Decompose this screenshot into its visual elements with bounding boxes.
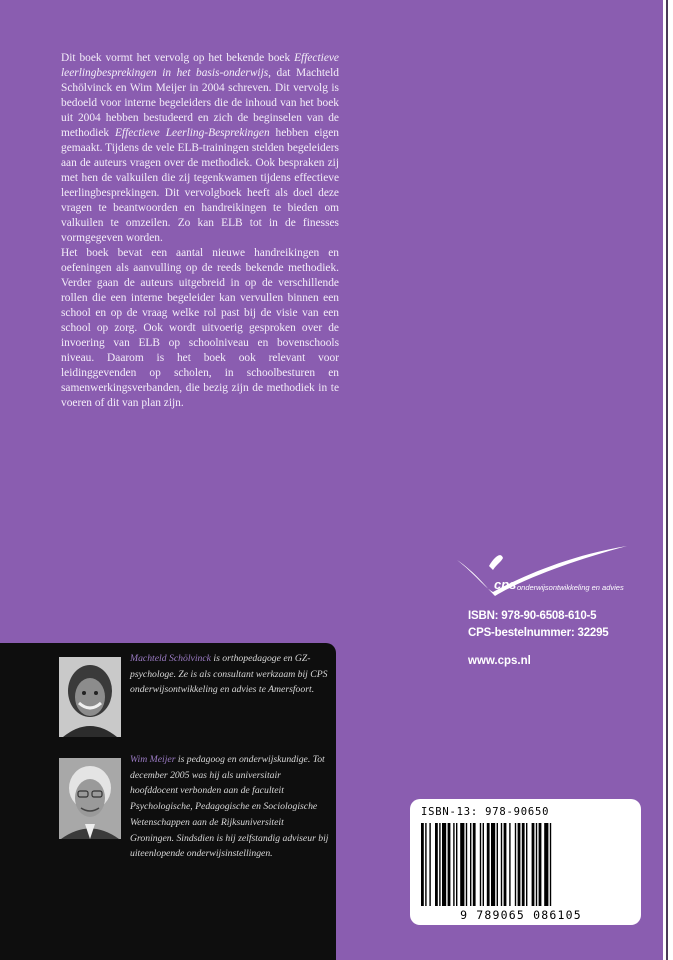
author-bio-text: is pedagoog en onderwijskundige. Tot december 2005 was hij als universitair hoofddocent verbonden aan de faculteit Psychologische, Pedagogische en Sociologische Wetenschappen aan de Rijksuniversiteit Groningen. Sindsdien is hij zelfstandig adviseur bij uiteenlopende onderwijsinstellingen.	[130, 754, 329, 860]
author-name: Machteld Schölvinck	[130, 653, 211, 664]
barcode-icon	[421, 823, 615, 906]
author-bio-text: is orthopedagoge en GZ-psychologe. Ze is als consultant werkzaam bij CPS onderwijsontwikkeling en advies te Amersfoort.	[130, 653, 328, 696]
blurb-text: hebben eigen gemaakt. Tijdens de vele ELB-trainingen stelden begeleiders aan de auteurs vragen over de methodiek. Ook bespraken zij met hen de valkuilen die zij tegenkwamen tijdens effectieve leerlingbesprekingen. Dit vervolgboek heeft als doel deze vragen te beantwoorden en handreikingen te bieden om valkuilen te omzeilen. Zo kan ELB tot in de finesses vormgegeven worden.	[61, 127, 339, 244]
barcode-number: 9 789065 086105	[460, 908, 582, 922]
cover-edge	[663, 0, 673, 960]
order-number: CPS-bestelnummer: 32295	[468, 627, 609, 639]
cps-logo-text: cps	[494, 577, 517, 592]
cps-logo-subtitle: onderwijsontwikkeling en advies	[517, 583, 624, 592]
author-name: Wim Meijer	[130, 754, 176, 765]
publication-info	[468, 608, 609, 642]
blurb-paragraph-2: Het boek bevat een aantal nieuwe handreikingen en oefeningen als aanvulling op de reeds bekende methodiek. Verder gaan de auteurs uitgebreid in op de verschillende rollen die een interne begeleider kan vervullen binnen een school en op de vraag welke rol past bij de visie van een school op zorg. Ook wordt uitvoerig gesproken over de invoering van ELB op schoolniveau en bovenschools niveau. Daarom is het boek ook relevant voor leidinggevenden op scholen, in schoolbesturen en samenwerkingsverbanden, die bezig zijn de methodiek in te voeren of dit van plan zijn.	[61, 247, 339, 409]
isbn13-label: ISBN-13: 978-90650	[421, 806, 550, 818]
publisher-website: www.cps.nl	[468, 655, 531, 667]
book-title-reference: Effectieve leerlingbesprekingen in het basis-onderwijs,	[61, 52, 339, 79]
author-bio-scholvinck	[130, 651, 330, 698]
blurb-paragraph-1	[61, 51, 339, 246]
author-bio-meijer	[130, 752, 330, 862]
author-photo-meijer	[59, 758, 121, 839]
blurb-text: dat Machteld Schölvinck en Wim Meijer in 2004 schreven. Dit vervolg is bedoeld voor interne begeleiders die de inhoud van het boek uit 2004 hebben bestudeerd en zich de beginselen van de methodiek	[61, 67, 339, 139]
method-name: Effectieve Leerling-Besprekingen	[114, 127, 270, 139]
author-photo-scholvinck	[59, 657, 121, 737]
blurb-text: Dit boek vormt het vervolg op het bekende boek	[61, 52, 295, 64]
blurb	[61, 51, 339, 411]
isbn-label: ISBN: 978-90-6508-610-5	[468, 610, 597, 622]
